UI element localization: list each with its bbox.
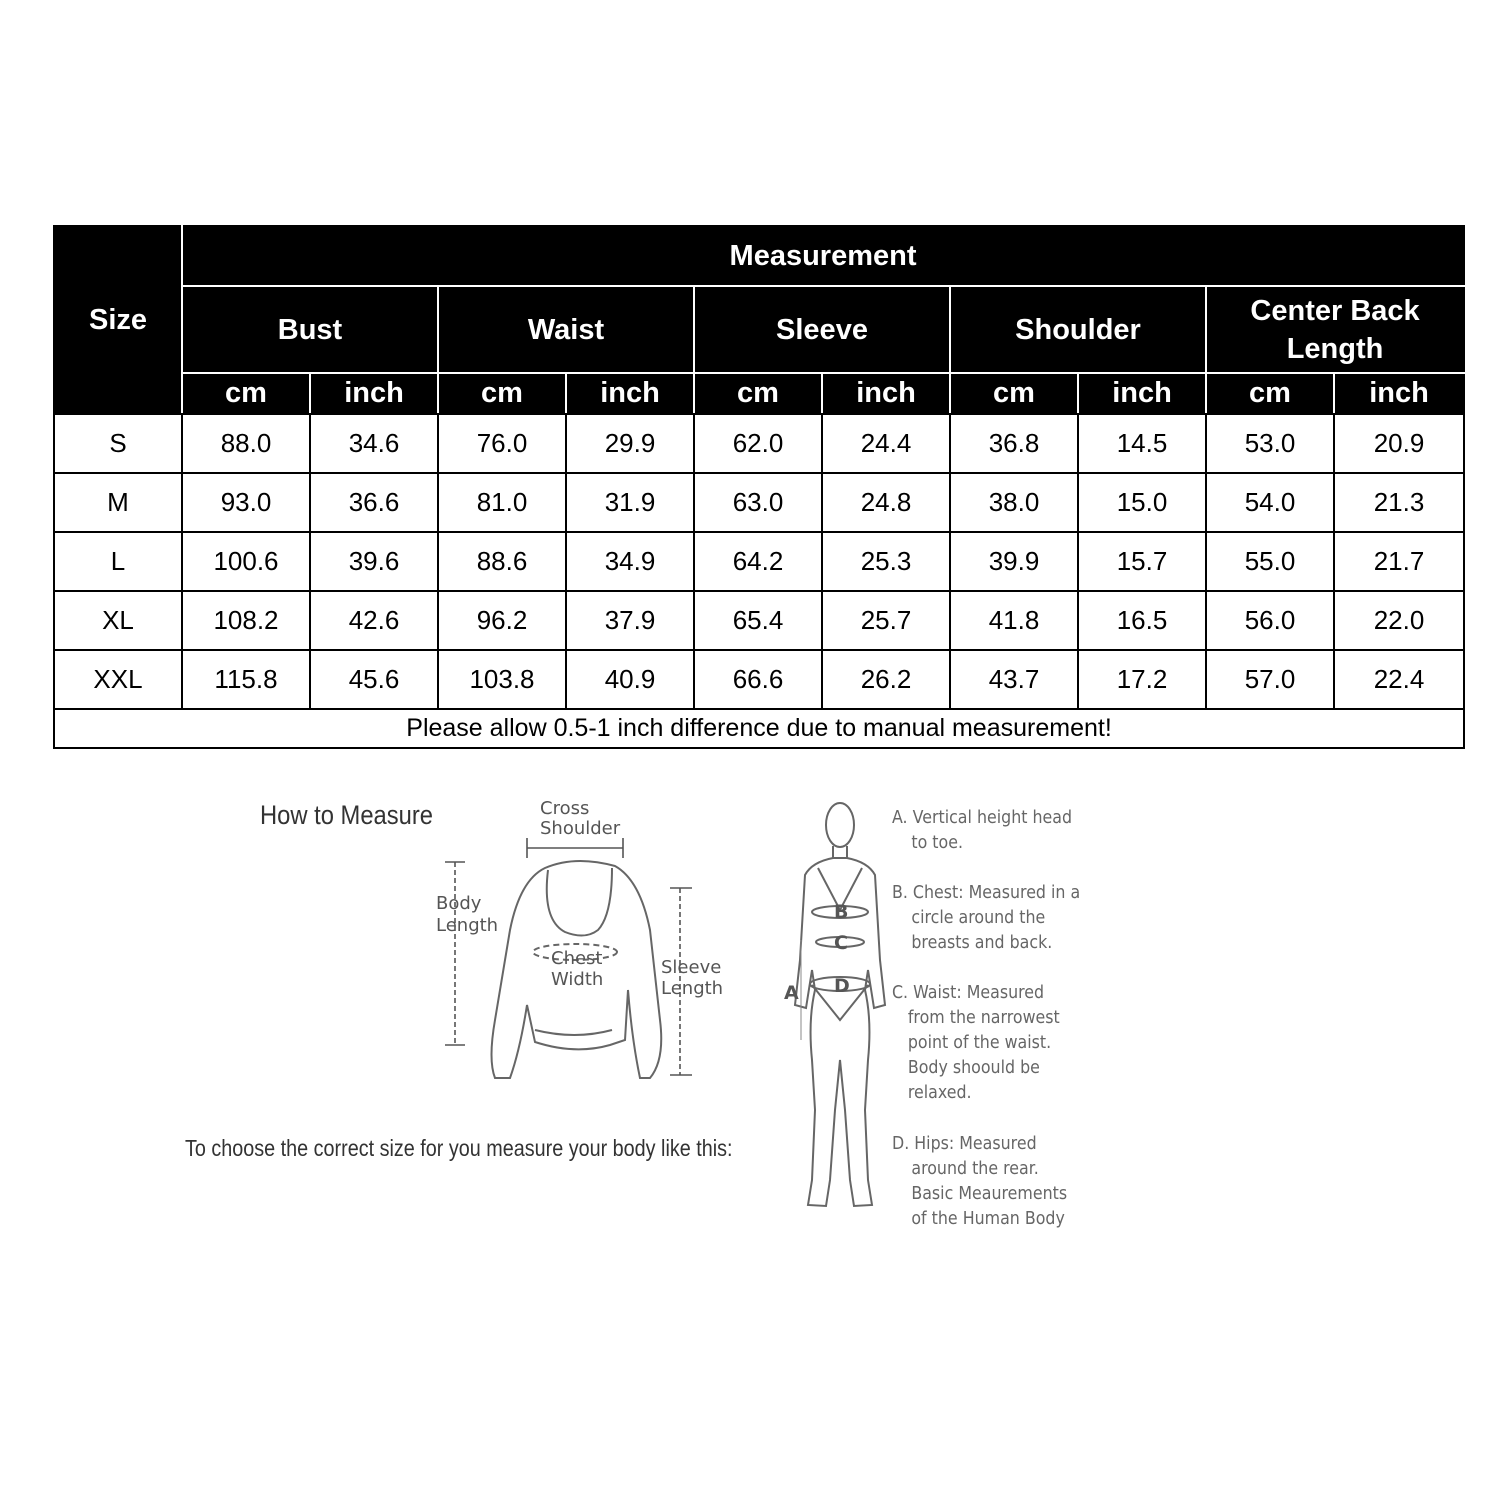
sleeve-length-label-1: Sleeve [661,957,722,978]
unit-header: inch [822,373,950,414]
cross-shoulder-label-1: Cross [540,798,590,819]
unit-header: inch [566,373,694,414]
value-cell: 36.8 [950,414,1078,473]
sleeve-length-label-2: Length [661,978,724,999]
legend-c-line-4: Body shoould be [907,1057,1040,1078]
legend-d-line-2: around the rear. [911,1158,1039,1179]
value-cell: 76.0 [438,414,566,473]
value-cell: 56.0 [1206,591,1334,650]
center-back-length-label: Center Back Length [1250,294,1420,365]
value-cell: 29.9 [566,414,694,473]
value-cell: 15.0 [1078,473,1206,532]
legend-b-line-2: circle around the [911,907,1046,928]
unit-header: inch [310,373,438,414]
body-length-label-2: Length [436,915,499,936]
value-cell: 53.0 [1206,414,1334,473]
value-cell: 88.0 [182,414,310,473]
legend-c-line-5: relaxed. [907,1082,972,1103]
note-row [54,709,1464,748]
measure-diagram [0,780,1500,1250]
value-cell: 66.6 [694,650,822,709]
value-cell: 34.6 [310,414,438,473]
unit-header: inch [1334,373,1464,414]
unit-header: inch [1078,373,1206,414]
size-chart-table [53,225,1465,749]
unit-header: cm [182,373,310,414]
value-cell: 64.2 [694,532,822,591]
marker-d: D [834,975,850,997]
table-body [54,414,1464,748]
value-cell: 36.6 [310,473,438,532]
unit-header: cm [950,373,1078,414]
chest-width-label-2: Width [551,969,604,990]
value-cell: 21.3 [1334,473,1464,532]
legend-c-line-2: from the narrowest [907,1007,1060,1028]
marker-b: B [834,901,849,923]
legend-b [892,880,1080,955]
value-cell: 45.6 [310,650,438,709]
shirt-neckline [547,868,612,936]
value-cell: 20.9 [1334,414,1464,473]
legend-b-line-3: breasts and back. [911,932,1053,953]
value-cell: 21.7 [1334,532,1464,591]
group-header-waist: Waist [438,286,694,373]
figure-head [826,803,854,847]
unit-header: cm [694,373,822,414]
table-row [54,473,1464,532]
value-cell: 100.6 [182,532,310,591]
value-cell: 103.8 [438,650,566,709]
value-cell: 17.2 [1078,650,1206,709]
value-cell: 37.9 [566,591,694,650]
measurement-note: Please allow 0.5-1 inch difference due to manual measurement! [54,709,1464,748]
value-cell: 108.2 [182,591,310,650]
value-cell: 96.2 [438,591,566,650]
legend-d-line-4: of the Human Body [911,1208,1065,1229]
value-cell: 43.7 [950,650,1078,709]
value-cell: 34.9 [566,532,694,591]
legend-d [892,1131,1067,1231]
group-header-shoulder: Shoulder [950,286,1206,373]
table-row [54,650,1464,709]
cross-shoulder-label-2: Shoulder [540,818,621,839]
body-figure [795,803,885,1206]
legend-c-line-3: point of the waist. [907,1032,1052,1053]
unit-header: cm [1206,373,1334,414]
measurement-header: Measurement [182,226,1464,286]
value-cell: 25.3 [822,532,950,591]
body-length-label-1: Body [436,893,482,914]
value-cell: 93.0 [182,473,310,532]
value-cell: 31.9 [566,473,694,532]
marker-c: C [834,932,848,954]
value-cell: 16.5 [1078,591,1206,650]
marker-a: A [784,982,799,1004]
legend-d-line-3: Basic Meaurements [911,1183,1068,1204]
legend-c [892,980,1060,1105]
value-cell: 81.0 [438,473,566,532]
value-cell: 24.8 [822,473,950,532]
value-cell: 22.0 [1334,591,1464,650]
value-cell: 15.7 [1078,532,1206,591]
value-cell: 24.4 [822,414,950,473]
group-header-bust: Bust [182,286,438,373]
value-cell: 65.4 [694,591,822,650]
table-row [54,414,1464,473]
legend-a-line-2: to toe. [911,832,963,853]
unit-header: cm [438,373,566,414]
value-cell: 38.0 [950,473,1078,532]
value-cell: 57.0 [1206,650,1334,709]
size-cell: XXL [54,650,182,709]
value-cell: 63.0 [694,473,822,532]
measure-instruction: To choose the correct size for you measure your body like this: [185,1135,733,1161]
chest-width-label-1: Chest [551,948,603,969]
value-cell: 54.0 [1206,473,1334,532]
value-cell: 40.9 [566,650,694,709]
value-cell: 115.8 [182,650,310,709]
size-cell: M [54,473,182,532]
value-cell: 26.2 [822,650,950,709]
shirt-hem [535,1030,612,1035]
legend-a [892,805,1072,855]
value-cell: 41.8 [950,591,1078,650]
size-cell: XL [54,591,182,650]
value-cell: 88.6 [438,532,566,591]
size-cell: S [54,414,182,473]
value-cell: 14.5 [1078,414,1206,473]
value-cell: 62.0 [694,414,822,473]
legend-a-line-1: A. Vertical height head [892,807,1073,828]
size-cell: L [54,532,182,591]
value-cell: 42.6 [310,591,438,650]
how-to-measure-title: How to Measure [260,800,434,830]
value-cell: 55.0 [1206,532,1334,591]
value-cell: 39.9 [950,532,1078,591]
legend-d-line-1: D. Hips: Measured [892,1133,1037,1154]
table-row [54,591,1464,650]
value-cell: 22.4 [1334,650,1464,709]
legend-b-line-1: B. Chest: Measured in a [892,882,1081,903]
table-row [54,532,1464,591]
units-row [54,373,1464,414]
group-header-center-back-length [1206,286,1464,373]
value-cell: 39.6 [310,532,438,591]
legend-c-line-1: C. Waist: Measured [892,982,1045,1003]
value-cell: 25.7 [822,591,950,650]
group-header-sleeve: Sleeve [694,286,950,373]
size-header: Size [54,226,182,414]
